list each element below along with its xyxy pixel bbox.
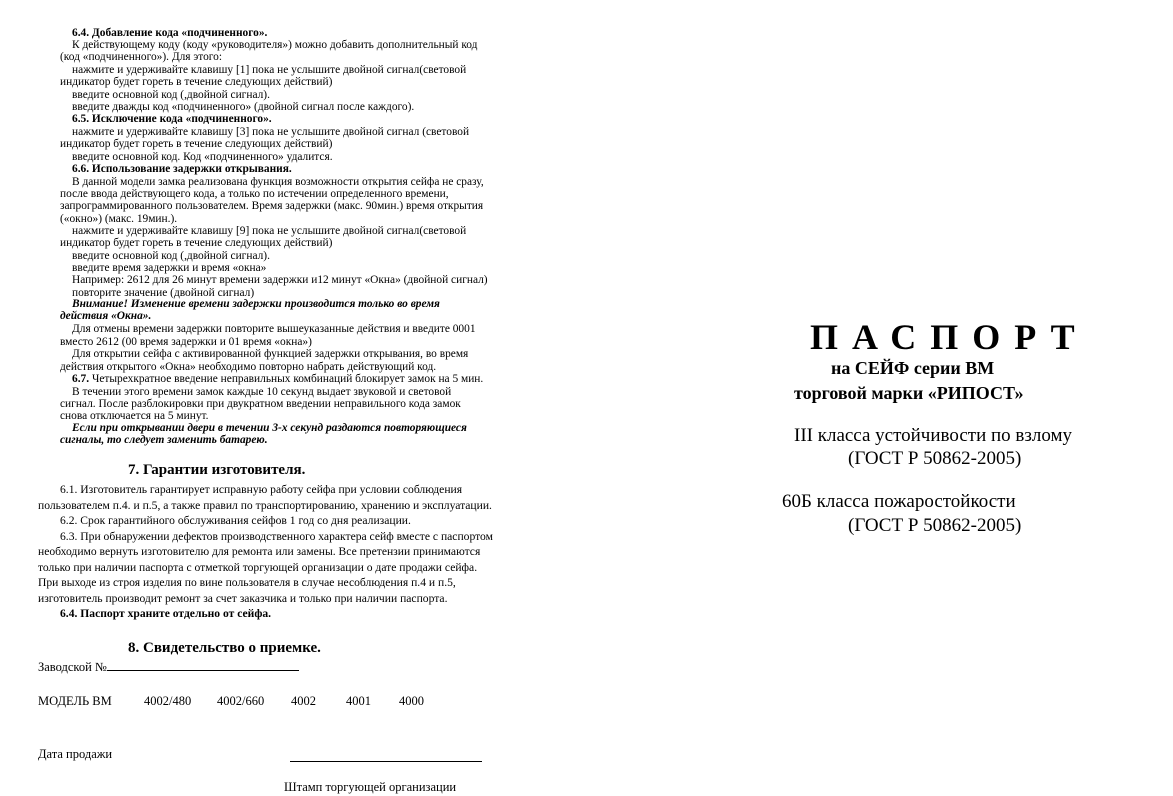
sale-date-label: Дата продажи — [38, 747, 113, 761]
text-line: введите основной код (,двойной сигнал). — [72, 89, 270, 101]
warranty-line: пользователем п.4. и п.5, а также правил по транспортированию, хранению и эксплуатации. — [38, 499, 492, 512]
model-option: 4001 — [346, 694, 371, 708]
warning-text: Внимание! Изменение времени задержки производится только во время — [72, 298, 440, 310]
text-line: К действующему коду (коду «руководителя») можно добавить дополнительный код — [72, 39, 478, 51]
battery-note: сигналы, то следует заменить батарею. — [60, 434, 268, 446]
sale-date-line — [290, 761, 482, 762]
text-line: введите дважды код «подчиненного» (двойной сигнал после каждого). — [72, 101, 415, 113]
text-line: нажмите и удерживайте клавишу [1] пока не услышите двойной сигнал(световой — [72, 64, 467, 76]
model-label: МОДЕЛЬ ВМ — [38, 694, 112, 708]
burglary-class: III класса устойчивости по взлому — [794, 425, 1073, 446]
text-line: запрограммированного пользователем. Время задержки (макс. 90мин.) время открытия — [60, 200, 484, 212]
section-6-5-title: 6.5. Исключение кода «подчиненного». — [72, 113, 272, 125]
text-line: действия открытого «Окна» необходимо повторно набрать действующий код. — [60, 361, 437, 373]
model-option: 4002/660 — [217, 694, 265, 708]
text-line: Для открытии сейфа с активированной функцией задержки открывания, во время — [72, 348, 469, 360]
text-line: В течении этого времени замок каждые 10 секунд выдает звуковой и световой — [72, 386, 452, 398]
section-6-6-title: 6.6. Использование задержки открывания. — [72, 163, 292, 175]
section-6-7-title: 6.7. — [72, 373, 90, 385]
text-line: (код «подчиненного»). Для этого: — [60, 51, 223, 63]
gost-reference: (ГОСТ Р 50862-2005) — [848, 448, 1022, 469]
battery-note: Если при открывании двери в течении 3-х секунд раздаются повторяющиеся — [72, 422, 467, 434]
text-line: индикатор будет гореть в течение следующих действий) — [60, 237, 333, 249]
serial-number-row — [38, 660, 299, 675]
model-option: 4002/480 — [144, 694, 192, 708]
passport-subtitle: на СЕЙФ серии ВМ — [831, 358, 995, 378]
warning-text: действия «Окна». — [60, 310, 152, 322]
section-6-4-title: 6.4. Добавление кода «подчиненного». — [72, 27, 268, 39]
serial-number-line — [107, 669, 299, 671]
text-line: нажмите и удерживайте клавишу [3] пока не услышите двойной сигнал (световой — [72, 126, 470, 138]
warranty-line: 6.2. Срок гарантийного обслуживания сейфов 1 год со дня реализации. — [60, 514, 411, 527]
text-line: снова отключается на 5 минут. — [60, 410, 209, 422]
text-line: («окно») (макс. 19мин.). — [60, 213, 178, 225]
section-6-7 — [72, 373, 483, 385]
passport-brand: торговой марки «РИПОСТ» — [794, 383, 1024, 403]
text-line: введите основной код. Код «подчиненного» удалится. — [72, 151, 333, 163]
text-line: введите основной код (,двойной сигнал). — [72, 250, 270, 262]
text-line: вместо 2612 (00 время задержки и 01 время «окна») — [60, 336, 312, 348]
text-line: индикатор будет гореть в течение следующих действий) — [60, 76, 333, 88]
warranty-line: При выходе из строя изделия по вине пользователя в случае несоблюдения п.4 и п.5, — [38, 576, 456, 589]
text-line: Например: 2612 для 26 минут времени задержки и12 минут «Окна» (двойной сигнал) — [72, 274, 488, 286]
text-line: введите время задержки и время «окна» — [72, 262, 267, 274]
text-line: нажмите и удерживайте клавишу [9] пока не услышите двойной сигнал(световой — [72, 225, 467, 237]
warranty-line-bold: 6.4. Паспорт храните отдельно от сейфа. — [60, 607, 272, 620]
text-line: индикатор будет гореть в течение следующих действий) — [60, 138, 333, 150]
text-line: В данной модели замка реализована функция возможности открытия сейфа не сразу, — [72, 176, 484, 188]
text-line: повторите значение (двойной сигнал) — [72, 287, 255, 299]
section-7-title: 7. Гарантии изготовителя. — [128, 462, 306, 478]
section-8-title: 8. Свидетельство о приемке. — [128, 640, 321, 656]
text-line: после ввода действующего кода, а только по истечении определенного времени, — [60, 188, 449, 200]
warranty-line: изготовитель производит ремонт за счет заказчика и только при наличии паспорта. — [38, 592, 448, 605]
stamp-label: Штамп торгующей организации — [284, 780, 457, 794]
passport-title: ПАСПОРТ — [810, 317, 1089, 357]
text-line: Для отмены времени задержки повторите вышеуказанные действия и введите 0001 — [72, 323, 476, 335]
warranty-line: 6.3. При обнаружении дефектов производственного характера сейф вместе с паспортом — [60, 530, 493, 543]
model-option: 4000 — [399, 694, 424, 708]
warranty-line: 6.1. Изготовитель гарантирует исправную работу сейфа при условии соблюдения — [60, 483, 463, 496]
warranty-line: только при наличии паспорта с отметкой торгующей организации о дате продажи сейфа. — [38, 561, 478, 574]
warranty-line: необходимо вернуть изготовителю для ремонта или замены. Все претензии принимаются — [38, 545, 481, 558]
gost-reference: (ГОСТ Р 50862-2005) — [848, 515, 1022, 536]
serial-number-label: Заводской № — [38, 660, 107, 674]
text-line: сигнал. После разблокировки при двукратном введении неправильного кода замок — [60, 398, 461, 410]
fire-class: 60Б класса пожаростойкости — [782, 491, 1016, 512]
section-6-7-text: Четырехкратное введение неправильных комбинаций блокирует замок на 5 мин. — [89, 373, 484, 385]
model-option: 4002 — [291, 694, 316, 708]
